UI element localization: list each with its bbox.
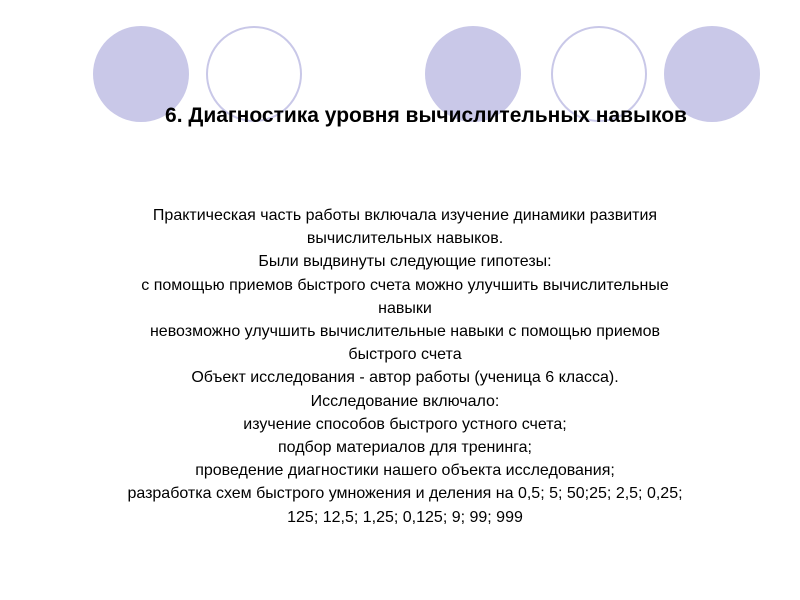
slide-body xyxy=(50,204,760,529)
body-line: подбор материалов для тренинга; xyxy=(278,439,532,457)
body-line: Практическая часть работы включала изучение динамики развития xyxy=(152,207,658,224)
body-line: невозможно улучшить вычислительные навыки с помощью приемов xyxy=(149,323,661,341)
body-line: разработка схем быстрого умножения и деления на 0,5; 5; 50;25; 2,5; 0,25; xyxy=(127,485,683,503)
body-line: Объект исследования - автор работы (ученица 6 класса). xyxy=(191,369,619,387)
body-line: Были выдвинуты следующие гипотезы: xyxy=(258,253,552,271)
body-line: Исследование включало: xyxy=(310,392,500,410)
body-line: проведение диагностики нашего объекта исследования; xyxy=(195,462,615,480)
body-line: навыки xyxy=(378,299,432,317)
slide-title: 6. Диагностика уровня вычислительных навыков xyxy=(165,104,687,127)
body-line: 125; 12,5; 1,25; 0,125; 9; 99; 999 xyxy=(287,508,523,526)
body-line: изучение способов быстрого устного счета; xyxy=(243,415,567,433)
body-line: быстрого счета xyxy=(348,346,462,364)
body-line: вычислительных навыков. xyxy=(306,230,504,248)
body-line: с помощью приемов быстрого счета можно улучшить вычислительные xyxy=(141,276,669,294)
